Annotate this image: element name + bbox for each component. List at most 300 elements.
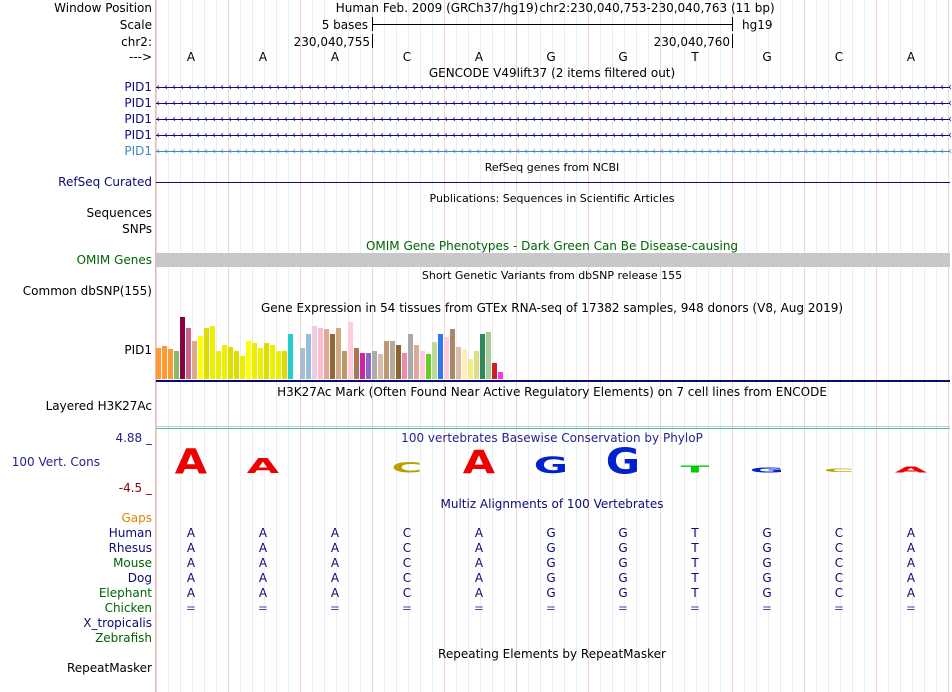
strand-chevron-icon: ‹: [212, 146, 216, 157]
strand-chevron-icon: ‹: [812, 114, 816, 125]
conservation-logo-letter: A: [894, 465, 928, 475]
gencode-transcript-row[interactable]: [156, 98, 950, 110]
strand-chevron-icon: ‹: [644, 130, 648, 141]
strand-chevron-icon: ‹: [788, 130, 792, 141]
gtex-tissue-bar[interactable]: [348, 322, 353, 379]
strand-chevron-icon: ‹: [772, 146, 776, 157]
strand-chevron-icon: ‹: [260, 82, 264, 93]
strand-chevron-icon: ‹: [644, 146, 648, 157]
strand-chevron-icon: ‹: [628, 98, 632, 109]
conservation-logo-letter: G: [605, 442, 641, 484]
gtex-tissue-bar[interactable]: [492, 363, 497, 379]
strand-chevron-icon: ‹: [164, 82, 168, 93]
gtex-tissue-bar[interactable]: [432, 342, 437, 379]
strand-chevron-icon: ‹: [724, 114, 728, 125]
strand-chevron-icon: ‹: [436, 98, 440, 109]
strand-chevron-icon: ‹: [212, 130, 216, 141]
gencode-transcript-row[interactable]: [156, 114, 950, 126]
strand-chevron-icon: ‹: [756, 114, 760, 125]
strand-chevron-icon: ‹: [820, 82, 824, 93]
strand-chevron-icon: ‹: [700, 82, 704, 93]
strand-chevron-icon: ‹: [844, 114, 848, 125]
strand-chevron-icon: ‹: [300, 130, 304, 141]
strand-chevron-icon: ‹: [404, 114, 408, 125]
strand-chevron-icon: ‹: [388, 146, 392, 157]
strand-chevron-icon: ‹: [364, 98, 368, 109]
repeatmasker-title: Repeating Elements by RepeatMasker: [438, 647, 666, 661]
strand-chevron-icon: ‹: [764, 82, 768, 93]
alignment-base-rhesus: A: [186, 541, 196, 555]
strand-chevron-icon: ‹: [620, 82, 624, 93]
gtex-tissue-bar[interactable]: [354, 348, 359, 379]
strand-chevron-icon: ‹: [180, 114, 184, 125]
gtex-tissue-bar[interactable]: [498, 372, 503, 379]
gtex-tissue-bar[interactable]: [312, 326, 317, 379]
strand-chevron-icon: ‹: [740, 146, 744, 157]
strand-chevron-icon: ‹: [476, 130, 480, 141]
strand-chevron-icon: ‹: [260, 146, 264, 157]
gtex-tissue-bar[interactable]: [456, 347, 461, 379]
strand-chevron-icon: ‹: [684, 146, 688, 157]
gtex-tissue-bar[interactable]: [378, 354, 383, 379]
alignment-base-human: A: [186, 526, 196, 540]
strand-chevron-icon: ‹: [636, 146, 640, 157]
strand-chevron-icon: ‹: [572, 146, 576, 157]
strand-chevron-icon: ‹: [492, 98, 496, 109]
strand-chevron-icon: ‹: [596, 130, 600, 141]
gtex-pid1-label[interactable]: PID1: [124, 343, 152, 357]
strand-chevron-icon: ‹: [628, 114, 632, 125]
gtex-tissue-bar[interactable]: [168, 349, 173, 379]
strand-chevron-icon: ‹: [612, 114, 616, 125]
alignment-base-rhesus: A: [474, 541, 484, 555]
gtex-tissue-bar[interactable]: [186, 328, 191, 379]
gtex-tissue-bar[interactable]: [306, 334, 311, 379]
strand-chevron-icon: ‹: [916, 114, 920, 125]
gtex-tissue-bar[interactable]: [288, 334, 293, 379]
strand-chevron-icon: ‹: [780, 130, 784, 141]
gtex-tissue-bar[interactable]: [420, 351, 425, 379]
cons-track-label[interactable]: 100 Vert. Cons: [11, 455, 100, 469]
strand-chevron-icon: ‹: [236, 82, 240, 93]
strand-chevron-icon: ‹: [420, 146, 424, 157]
gtex-tissue-bar[interactable]: [408, 334, 413, 379]
track-image[interactable]: [156, 0, 950, 692]
gencode-pid1-label-3[interactable]: PID1: [124, 112, 152, 126]
conservation-logo-letter: G: [749, 466, 785, 475]
strand-chevron-icon: ‹: [868, 114, 872, 125]
strand-chevron-icon: ‹: [476, 114, 480, 125]
strand-chevron-icon: ‹: [628, 146, 632, 157]
gtex-tissue-bar[interactable]: [240, 356, 245, 379]
alignment-base-mouse: C: [402, 556, 412, 570]
range-text: chr2:230,040,753-230,040,763 (11 bp): [539, 1, 775, 15]
strand-chevron-icon: ‹: [596, 98, 600, 109]
strand-chevron-icon: ‹: [156, 146, 160, 157]
strand-chevron-icon: ‹: [884, 130, 888, 141]
strand-chevron-icon: ‹: [188, 98, 192, 109]
gtex-tissue-bar[interactable]: [156, 348, 161, 379]
strand-chevron-icon: ‹: [612, 82, 616, 93]
strand-chevron-icon: ‹: [436, 82, 440, 93]
strand-chevron-icon: ‹: [372, 98, 376, 109]
strand-chevron-icon: ‹: [276, 146, 280, 157]
alignment-base-elephant: G: [762, 586, 772, 600]
gencode-pid1-label-5[interactable]: PID1: [124, 144, 152, 158]
alignment-base-dog: A: [906, 571, 916, 585]
strand-chevron-icon: ‹: [516, 130, 520, 141]
strand-chevron-icon: ‹: [412, 82, 416, 93]
gtex-tissue-bar[interactable]: [360, 353, 365, 379]
strand-chevron-icon: ‹: [684, 114, 688, 125]
strand-chevron-icon: ‹: [460, 130, 464, 141]
strand-chevron-icon: ‹: [876, 130, 880, 141]
coord-right: 230,040,760: [653, 35, 730, 49]
strand-chevron-icon: ‹: [700, 98, 704, 109]
strand-chevron-icon: ‹: [316, 146, 320, 157]
gtex-tissue-bar[interactable]: [318, 328, 323, 379]
strand-chevron-icon: ‹: [332, 146, 336, 157]
strand-chevron-icon: ‹: [332, 130, 336, 141]
strand-chevron-icon: ‹: [908, 114, 912, 125]
strand-chevron-icon: ‹: [636, 82, 640, 93]
strand-chevron-icon: ‹: [484, 82, 488, 93]
species-label-mouse: Mouse: [113, 556, 152, 570]
conservation-logo-letter: G: [533, 454, 569, 479]
strand-chevron-icon: ‹: [796, 98, 800, 109]
strand-chevron-icon: ‹: [180, 98, 184, 109]
gtex-tissue-bar[interactable]: [330, 334, 335, 379]
strand-chevron-icon: ‹: [676, 146, 680, 157]
strand-chevron-icon: ‹: [212, 98, 216, 109]
strand-chevron-icon: ‹: [356, 130, 360, 141]
strand-chevron-icon: ‹: [252, 98, 256, 109]
gtex-tissue-bar[interactable]: [396, 345, 401, 379]
strand-chevron-icon: ‹: [804, 98, 808, 109]
strand-chevron-icon: ‹: [668, 82, 672, 93]
gtex-tissue-bar[interactable]: [210, 326, 215, 379]
gtex-tissue-bar[interactable]: [468, 359, 473, 379]
species-label-xtropicalis: X_tropicalis: [83, 616, 152, 630]
strand-chevron-icon: ‹: [892, 98, 896, 109]
gtex-tissue-bar[interactable]: [336, 328, 341, 379]
strand-chevron-icon: ‹: [612, 146, 616, 157]
strand-chevron-icon: ‹: [700, 130, 704, 141]
strand-chevron-icon: ‹: [916, 130, 920, 141]
strand-chevron-icon: ‹: [724, 98, 728, 109]
strand-chevron-icon: ‹: [564, 146, 568, 157]
strand-chevron-icon: ‹: [812, 98, 816, 109]
refseq-gene-line[interactable]: [156, 182, 950, 183]
strand-chevron-icon: ‹: [324, 130, 328, 141]
strand-chevron-icon: ‹: [620, 130, 624, 141]
strand-chevron-icon: ‹: [260, 98, 264, 109]
strand-chevron-icon: ‹: [812, 146, 816, 157]
strand-chevron-icon: ‹: [292, 98, 296, 109]
strand-chevron-icon: ‹: [772, 114, 776, 125]
strand-chevron-icon: ‹: [444, 98, 448, 109]
snps-label[interactable]: SNPs: [122, 222, 152, 236]
alignment-base-rhesus: A: [330, 541, 340, 555]
strand-chevron-icon: ‹: [188, 114, 192, 125]
gtex-tissue-bar[interactable]: [246, 341, 251, 379]
strand-chevron-icon: ‹: [484, 130, 488, 141]
strand-chevron-icon: ‹: [764, 130, 768, 141]
strand-chevron-icon: ‹: [852, 114, 856, 125]
gencode-pid1-label-1[interactable]: PID1: [124, 80, 152, 94]
strand-chevron-icon: ‹: [164, 130, 168, 141]
strand-chevron-icon: ‹: [164, 146, 168, 157]
strand-chevron-icon: ‹: [612, 98, 616, 109]
strand-chevron-icon: ‹: [436, 146, 440, 157]
gtex-tissue-bar[interactable]: [486, 332, 491, 379]
conservation-logo-letter: A: [246, 455, 280, 479]
strand-chevron-icon: ‹: [588, 98, 592, 109]
strand-chevron-icon: ‹: [444, 130, 448, 141]
gtex-title: Gene Expression in 54 tissues from GTEx RNA-seq of 17382 samples, 948 donors (V8, Aug 2019): [260, 301, 844, 315]
gtex-tissue-bar[interactable]: [444, 337, 449, 379]
strand-chevron-icon: ‹: [732, 130, 736, 141]
gencode-pid1-label-2[interactable]: PID1: [124, 96, 152, 110]
strand-chevron-icon: ‹: [220, 146, 224, 157]
common-dbsnp-label[interactable]: Common dbSNP(155): [22, 284, 152, 298]
strand-chevron-icon: ‹: [804, 114, 808, 125]
alignment-base-elephant: A: [330, 586, 340, 600]
gtex-tissue-bar[interactable]: [222, 345, 227, 379]
strand-chevron-icon: ‹: [828, 130, 832, 141]
assembly-text: Human Feb. 2009 (GRCh37/hg19): [335, 1, 539, 15]
strand-chevron-icon: ‹: [364, 130, 368, 141]
strand-chevron-icon: ‹: [380, 130, 384, 141]
strand-chevron-icon: ‹: [468, 146, 472, 157]
alignment-base-elephant: A: [906, 586, 916, 600]
strand-chevron-icon: ‹: [748, 98, 752, 109]
strand-chevron-icon: ‹: [292, 130, 296, 141]
strand-chevron-icon: ‹: [468, 114, 472, 125]
strand-chevron-icon: ‹: [348, 130, 352, 141]
strand-chevron-icon: ‹: [532, 98, 536, 109]
alignment-base-human: C: [834, 526, 844, 540]
alignment-base-rhesus: A: [258, 541, 268, 555]
strand-chevron-icon: ‹: [444, 114, 448, 125]
gtex-tissue-bar[interactable]: [258, 348, 263, 379]
strand-chevron-icon: ‹: [948, 82, 952, 93]
strand-chevron-icon: ‹: [940, 146, 944, 157]
gtex-tissue-bar[interactable]: [264, 343, 269, 379]
species-label-elephant: Elephant: [98, 586, 152, 600]
reference-base: G: [618, 50, 628, 64]
gtex-tissue-bar[interactable]: [162, 346, 167, 379]
strand-chevron-icon: ‹: [484, 146, 488, 157]
strand-chevron-icon: ‹: [260, 114, 264, 125]
strand-chevron-icon: ‹: [724, 146, 728, 157]
gencode-transcript-row[interactable]: [156, 82, 950, 94]
strand-chevron-icon: ‹: [476, 98, 480, 109]
omim-gene-bar[interactable]: [156, 253, 950, 267]
strand-chevron-icon: ‹: [412, 114, 416, 125]
gtex-tissue-bar[interactable]: [228, 347, 233, 379]
strand-chevron-icon: ‹: [452, 146, 456, 157]
strand-chevron-icon: ‹: [500, 98, 504, 109]
strand-chevron-icon: ‹: [764, 98, 768, 109]
strand-chevron-icon: ‹: [948, 114, 952, 125]
strand-chevron-icon: ‹: [276, 98, 280, 109]
alignment-base-chicken: =: [473, 601, 485, 615]
strand-chevron-icon: ‹: [804, 146, 808, 157]
alignment-base-mouse: A: [330, 556, 340, 570]
gencode-transcript-row[interactable]: [156, 146, 950, 158]
strand-chevron-icon: ‹: [548, 130, 552, 141]
strand-chevron-icon: ‹: [412, 130, 416, 141]
chrom-label: chr2:: [121, 35, 152, 49]
gtex-tissue-bar[interactable]: [366, 353, 371, 379]
alignment-base-mouse: A: [906, 556, 916, 570]
gtex-tissue-bar[interactable]: [180, 317, 185, 379]
gtex-tissue-bar[interactable]: [390, 341, 395, 379]
strand-chevron-icon: ‹: [404, 98, 408, 109]
gtex-tissue-bar[interactable]: [384, 341, 389, 379]
strand-chevron-icon: ‹: [780, 98, 784, 109]
strand-chevron-icon: ‹: [308, 130, 312, 141]
strand-chevron-icon: ‹: [460, 114, 464, 125]
strand-chevron-icon: ‹: [380, 82, 384, 93]
strand-chevron-icon: ‹: [820, 130, 824, 141]
strand-chevron-icon: ‹: [668, 130, 672, 141]
reference-base: T: [691, 50, 699, 64]
strand-chevron-icon: ‹: [764, 146, 768, 157]
strand-chevron-icon: ‹: [876, 114, 880, 125]
gtex-tissue-bar[interactable]: [480, 334, 485, 379]
strand-chevron-icon: ‹: [244, 114, 248, 125]
strand-chevron-icon: ‹: [540, 130, 544, 141]
strand-chevron-icon: ‹: [860, 114, 864, 125]
h3k27ac-baseline-1: [156, 426, 950, 427]
strand-chevron-icon: ‹: [756, 146, 760, 157]
strand-chevron-icon: ‹: [228, 98, 232, 109]
strand-chevron-icon: ‹: [580, 98, 584, 109]
layered-h3k27ac-label[interactable]: Layered H3K27Ac: [45, 399, 152, 413]
gtex-tissue-bar[interactable]: [174, 351, 179, 379]
strand-chevron-icon: ‹: [308, 98, 312, 109]
strand-chevron-icon: ‹: [428, 130, 432, 141]
gtex-tissue-bar[interactable]: [438, 334, 443, 379]
strand-chevron-icon: ‹: [932, 130, 936, 141]
repeatmasker-label[interactable]: RepeatMasker: [66, 661, 152, 675]
strand-chevron-icon: ‹: [388, 130, 392, 141]
gaps-label: Gaps: [121, 511, 152, 525]
gtex-tissue-bar[interactable]: [450, 329, 455, 379]
reference-base: G: [762, 50, 772, 64]
strand-chevron-icon: ‹: [852, 82, 856, 93]
alignment-base-elephant: C: [402, 586, 412, 600]
strand-chevron-icon: ‹: [236, 98, 240, 109]
strand-chevron-icon: ‹: [652, 114, 656, 125]
gtex-tissue-bar[interactable]: [300, 348, 305, 379]
strand-chevron-icon: ‹: [676, 114, 680, 125]
alignment-base-rhesus: C: [834, 541, 844, 555]
strand-chevron-icon: ‹: [388, 98, 392, 109]
gtex-tissue-bar[interactable]: [216, 351, 221, 379]
gencode-pid1-label-4[interactable]: PID1: [124, 128, 152, 142]
alignment-base-rhesus: G: [546, 541, 556, 555]
gtex-tissue-bar[interactable]: [402, 353, 407, 379]
strand-chevron-icon: ‹: [932, 98, 936, 109]
gencode-transcript-row[interactable]: [156, 130, 950, 142]
gtex-tissue-bar[interactable]: [276, 351, 281, 379]
gtex-tissue-bar[interactable]: [324, 329, 329, 379]
refseq-curated-label[interactable]: RefSeq Curated: [58, 175, 152, 189]
cons-min-label: -4.5 _: [118, 481, 152, 495]
strand-chevron-icon: ‹: [796, 146, 800, 157]
gtex-tissue-bar[interactable]: [462, 349, 467, 379]
strand-chevron-icon: ‹: [340, 82, 344, 93]
strand-chevron-icon: ‹: [588, 146, 592, 157]
strand-chevron-icon: ‹: [476, 146, 480, 157]
strand-chevron-icon: ‹: [892, 82, 896, 93]
strand-chevron-icon: ‹: [316, 130, 320, 141]
gtex-tissue-bar[interactable]: [192, 341, 197, 379]
omim-genes-label[interactable]: OMIM Genes: [76, 253, 152, 267]
gtex-tissue-bar[interactable]: [252, 343, 257, 379]
strand-chevron-icon: ‹: [844, 146, 848, 157]
alignment-base-chicken: =: [761, 601, 773, 615]
gtex-bar-chart[interactable]: [156, 315, 556, 379]
gtex-tissue-bar[interactable]: [270, 345, 275, 379]
gtex-tissue-bar[interactable]: [414, 345, 419, 379]
strand-chevron-icon: ‹: [180, 82, 184, 93]
strand-chevron-icon: ‹: [820, 98, 824, 109]
strand-chevron-icon: ‹: [484, 114, 488, 125]
alignment-base-dog: A: [258, 571, 268, 585]
gtex-tissue-bar[interactable]: [372, 351, 377, 379]
gtex-tissue-bar[interactable]: [426, 354, 431, 379]
reference-base: A: [258, 50, 268, 64]
strand-chevron-icon: ‹: [916, 82, 920, 93]
strand-chevron-icon: ‹: [556, 114, 560, 125]
gtex-tissue-bar[interactable]: [342, 351, 347, 379]
strand-chevron-icon: ‹: [572, 130, 576, 141]
phylop-logo[interactable]: [156, 442, 950, 484]
gtex-tissue-bar[interactable]: [474, 351, 479, 379]
gtex-tissue-bar[interactable]: [198, 336, 203, 379]
alignment-base-rhesus: T: [691, 541, 699, 555]
strand-chevron-icon: ‹: [348, 82, 352, 93]
gtex-tissue-bar[interactable]: [234, 351, 239, 379]
strand-chevron-icon: ‹: [836, 146, 840, 157]
strand-chevron-icon: ‹: [236, 114, 240, 125]
strand-chevron-icon: ‹: [940, 114, 944, 125]
gtex-tissue-bar[interactable]: [204, 328, 209, 379]
strand-chevron-icon: ‹: [372, 146, 376, 157]
strand-chevron-icon: ‹: [412, 146, 416, 157]
coord-left-tick: [372, 34, 373, 48]
gtex-tissue-bar[interactable]: [282, 351, 287, 379]
strand-chevron-icon: ‹: [364, 146, 368, 157]
dbsnp-title: Short Genetic Variants from dbSNP release 155: [421, 269, 683, 282]
strand-chevron-icon: ‹: [324, 114, 328, 125]
conservation-logo-letter: T: [680, 464, 710, 476]
sequences-label[interactable]: Sequences: [86, 206, 152, 220]
strand-chevron-icon: ‹: [204, 98, 208, 109]
h3k27ac-title: H3K27Ac Mark (Often Found Near Active Regulatory Elements) on 7 cell lines from ENCODE: [277, 385, 827, 399]
strand-chevron-icon: ‹: [516, 114, 520, 125]
strand-chevron-icon: ‹: [228, 82, 232, 93]
strand-chevron-icon: ‹: [292, 114, 296, 125]
h3k27ac-baseline-2: [156, 428, 950, 429]
strand-chevron-icon: ‹: [604, 130, 608, 141]
db-text: hg19: [742, 18, 773, 32]
strand-chevron-icon: ‹: [692, 130, 696, 141]
